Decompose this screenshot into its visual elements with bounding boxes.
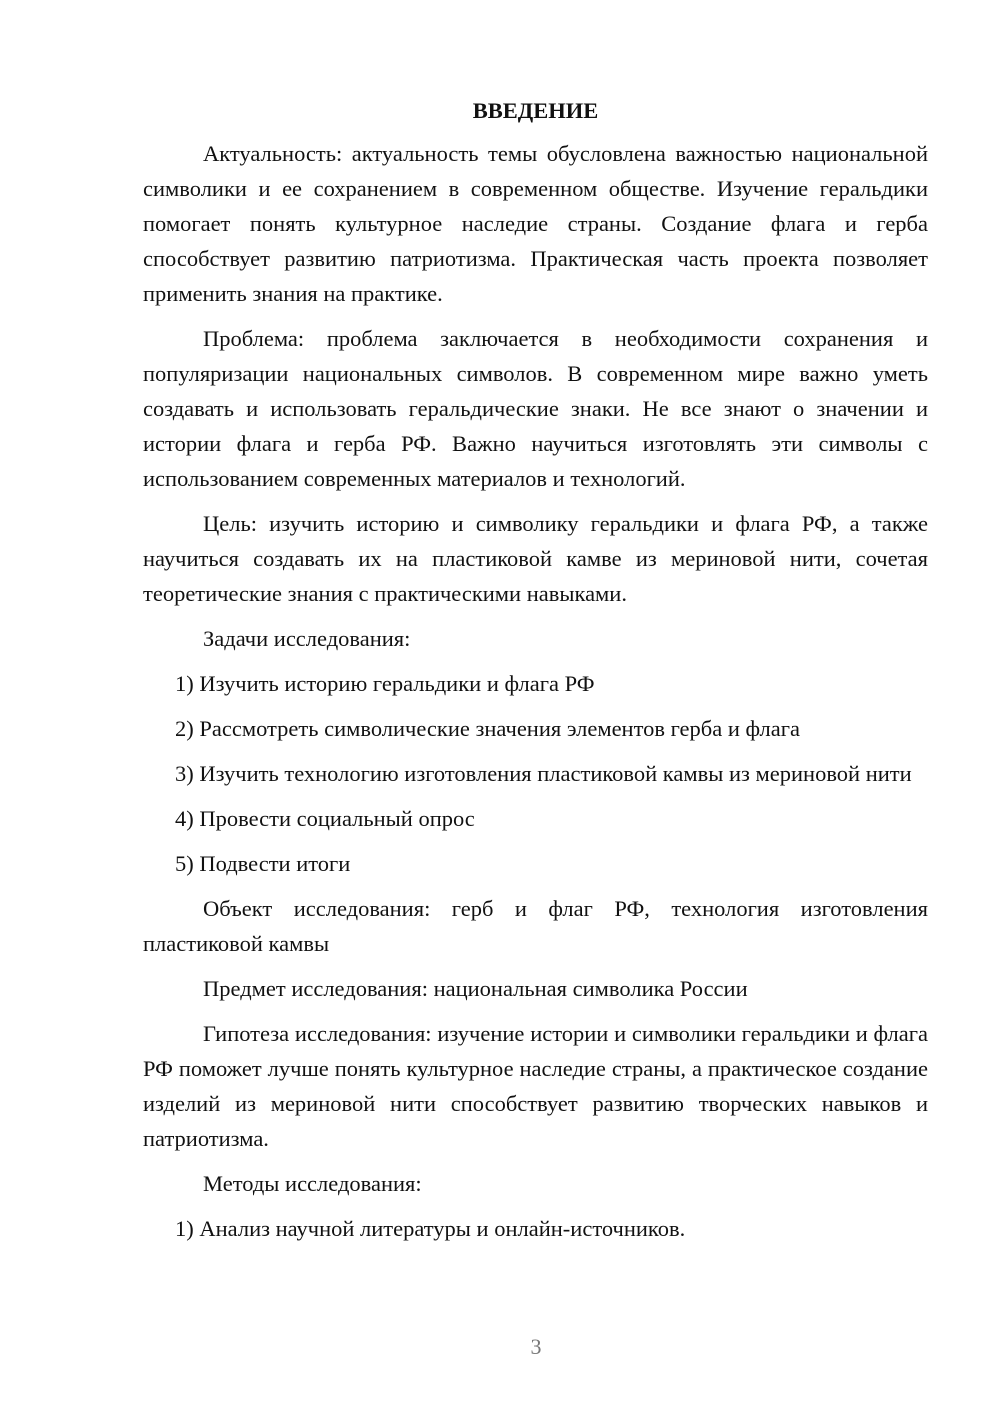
task-item-2: 2) Рассмотреть символические значения элементов герба и флага: [175, 716, 800, 741]
task-item-1: 1) Изучить историю геральдики и флага РФ: [175, 671, 595, 696]
subject-paragraph: Предмет исследования: национальная символика России: [203, 976, 748, 1001]
problem-paragraph: Проблема: проблема заключается в необходимости сохранения и популяризации национальных символов. В современном мире важно уметь создавать и использовать геральдические знаки. Не все знают о значении и истории флага и герба РФ. Важно научиться изготовлять эти символы с использованием современных материалов и технологий.: [143, 326, 928, 491]
tasks-heading: Задачи исследования:: [203, 626, 411, 651]
task-item-4: 4) Провести социальный опрос: [175, 806, 475, 831]
method-item-1: 1) Анализ научной литературы и онлайн-источников.: [175, 1216, 686, 1241]
page-content: [143, 96, 928, 1256]
page-title: ВВЕДЕНИЕ: [472, 98, 599, 123]
page-number: 3: [530, 1334, 542, 1359]
goal-paragraph: Цель: изучить историю и символику геральдики и флага РФ, а также научиться создавать их на пластиковой камве из мериновой нити, сочетая теоретические знания с практическими навыками.: [143, 511, 928, 606]
object-paragraph: Объект исследования: герб и флаг РФ, технология изготовления пластиковой камвы: [143, 896, 928, 956]
task-item-3: 3) Изучить технологию изготовления пластиковой камвы из мериновой нити: [175, 761, 912, 786]
relevance-paragraph: Актуальность: актуальность темы обусловлена важностью национальной символики и ее сохранением в современном обществе. Изучение геральдики помогает понять культурное наследие страны. Создание флага и герба способствует развитию патриотизма. Практическая часть проекта позволяет применить знания на практике.: [143, 141, 928, 306]
methods-heading: Методы исследования:: [203, 1171, 422, 1196]
task-item-5: 5) Подвести итоги: [175, 851, 351, 876]
hypothesis-paragraph: Гипотеза исследования: изучение истории и символики геральдики и флага РФ поможет лучше понять культурное наследие страны, а практическое создание изделий из мериновой нити способствует развитию творческих навыков и патриотизма.: [143, 1021, 928, 1151]
